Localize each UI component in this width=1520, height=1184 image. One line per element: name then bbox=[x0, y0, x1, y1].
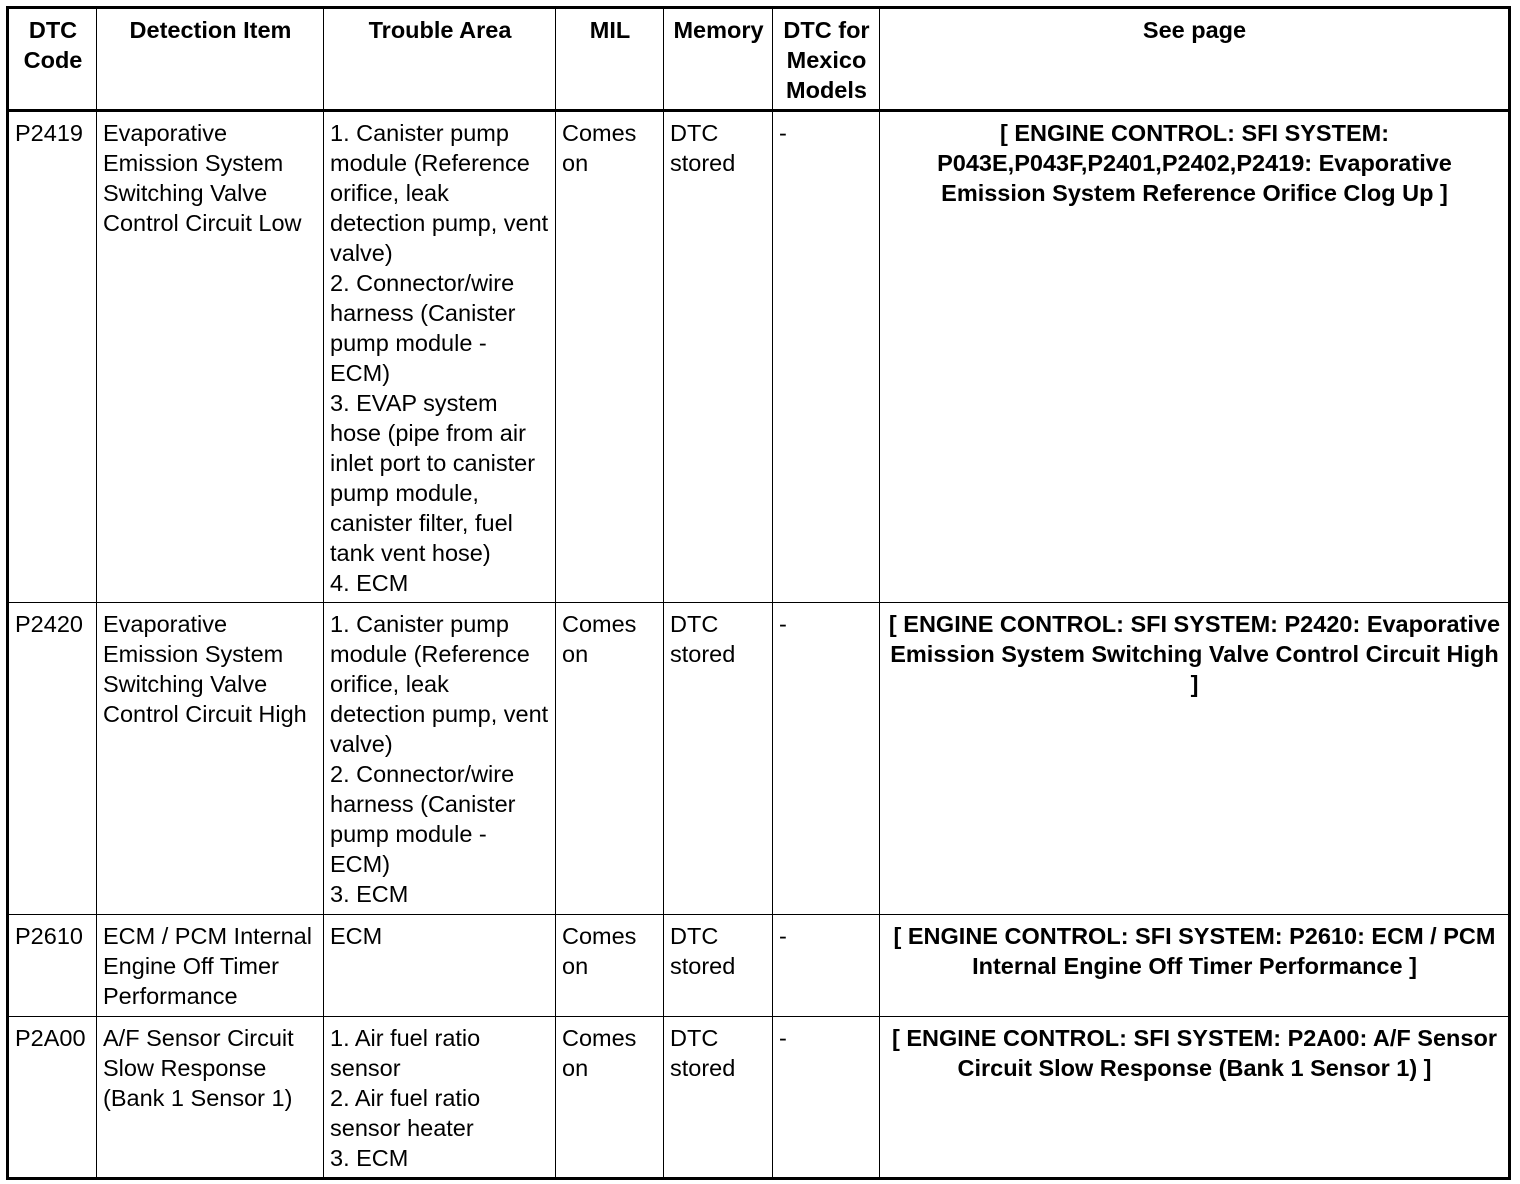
header-row bbox=[8, 8, 1510, 111]
see-page-link[interactable]: [ ENGINE CONTROL: SFI SYSTEM: P2A00: A/F Sensor Circuit Slow Response (Bank 1 Sensor 1) ] bbox=[880, 1017, 1510, 1179]
header-dtc-code: DTC Code bbox=[8, 8, 97, 111]
trouble-area-cell: 1. Air fuel ratio sensor 2. Air fuel ratio sensor heater 3. ECM bbox=[324, 1017, 556, 1179]
mexico-cell: - bbox=[773, 915, 880, 1017]
table-row bbox=[8, 1017, 1510, 1179]
detection-item-cell: ECM / PCM Internal Engine Off Timer Performance bbox=[97, 915, 324, 1017]
mexico-cell: - bbox=[773, 603, 880, 915]
detection-item-cell: Evaporative Emission System Switching Valve Control Circuit Low bbox=[97, 111, 324, 603]
table-row bbox=[8, 915, 1510, 1017]
dtc-code-cell: P2A00 bbox=[8, 1017, 97, 1179]
header-memory: Memory bbox=[664, 8, 773, 111]
detection-item-cell: A/F Sensor Circuit Slow Response (Bank 1 Sensor 1) bbox=[97, 1017, 324, 1179]
dtc-code-cell: P2420 bbox=[8, 603, 97, 915]
memory-cell: DTC stored bbox=[664, 603, 773, 915]
header-trouble-area: Trouble Area bbox=[324, 8, 556, 111]
detection-item-cell: Evaporative Emission System Switching Valve Control Circuit High bbox=[97, 603, 324, 915]
header-mil: MIL bbox=[556, 8, 664, 111]
memory-cell: DTC stored bbox=[664, 111, 773, 603]
dtc-code-cell: P2419 bbox=[8, 111, 97, 603]
table-row bbox=[8, 603, 1510, 915]
mexico-cell: - bbox=[773, 1017, 880, 1179]
header-see-page: See page bbox=[880, 8, 1510, 111]
table-row bbox=[8, 111, 1510, 603]
mil-cell: Comes on bbox=[556, 1017, 664, 1179]
mil-cell: Comes on bbox=[556, 111, 664, 603]
trouble-area-cell: 1. Canister pump module (Reference orifice, leak detection pump, vent valve) 2. Connector/wire harness (Canister pump module - ECM) 3. EVAP system hose (pipe from air inlet port to canister pump module, canister filter, fuel tank vent hose) 4. ECM bbox=[324, 111, 556, 603]
header-detection-item: Detection Item bbox=[97, 8, 324, 111]
header-dtc-mexico: DTC for Mexico Models bbox=[773, 8, 880, 111]
trouble-area-cell: 1. Canister pump module (Reference orifice, leak detection pump, vent valve) 2. Connector/wire harness (Canister pump module - ECM) 3. ECM bbox=[324, 603, 556, 915]
memory-cell: DTC stored bbox=[664, 915, 773, 1017]
trouble-area-cell: ECM bbox=[324, 915, 556, 1017]
memory-cell: DTC stored bbox=[664, 1017, 773, 1179]
see-page-link[interactable]: [ ENGINE CONTROL: SFI SYSTEM: P2610: ECM / PCM Internal Engine Off Timer Performance ] bbox=[880, 915, 1510, 1017]
dtc-table bbox=[6, 6, 1511, 1180]
mil-cell: Comes on bbox=[556, 915, 664, 1017]
see-page-link[interactable]: [ ENGINE CONTROL: SFI SYSTEM: P043E,P043F,P2401,P2402,P2419: Evaporative Emission System Reference Orifice Clog Up ] bbox=[880, 111, 1510, 603]
mexico-cell: - bbox=[773, 111, 880, 603]
dtc-code-cell: P2610 bbox=[8, 915, 97, 1017]
mil-cell: Comes on bbox=[556, 603, 664, 915]
see-page-link[interactable]: [ ENGINE CONTROL: SFI SYSTEM: P2420: Evaporative Emission System Switching Valve Control Circuit High ] bbox=[880, 603, 1510, 915]
